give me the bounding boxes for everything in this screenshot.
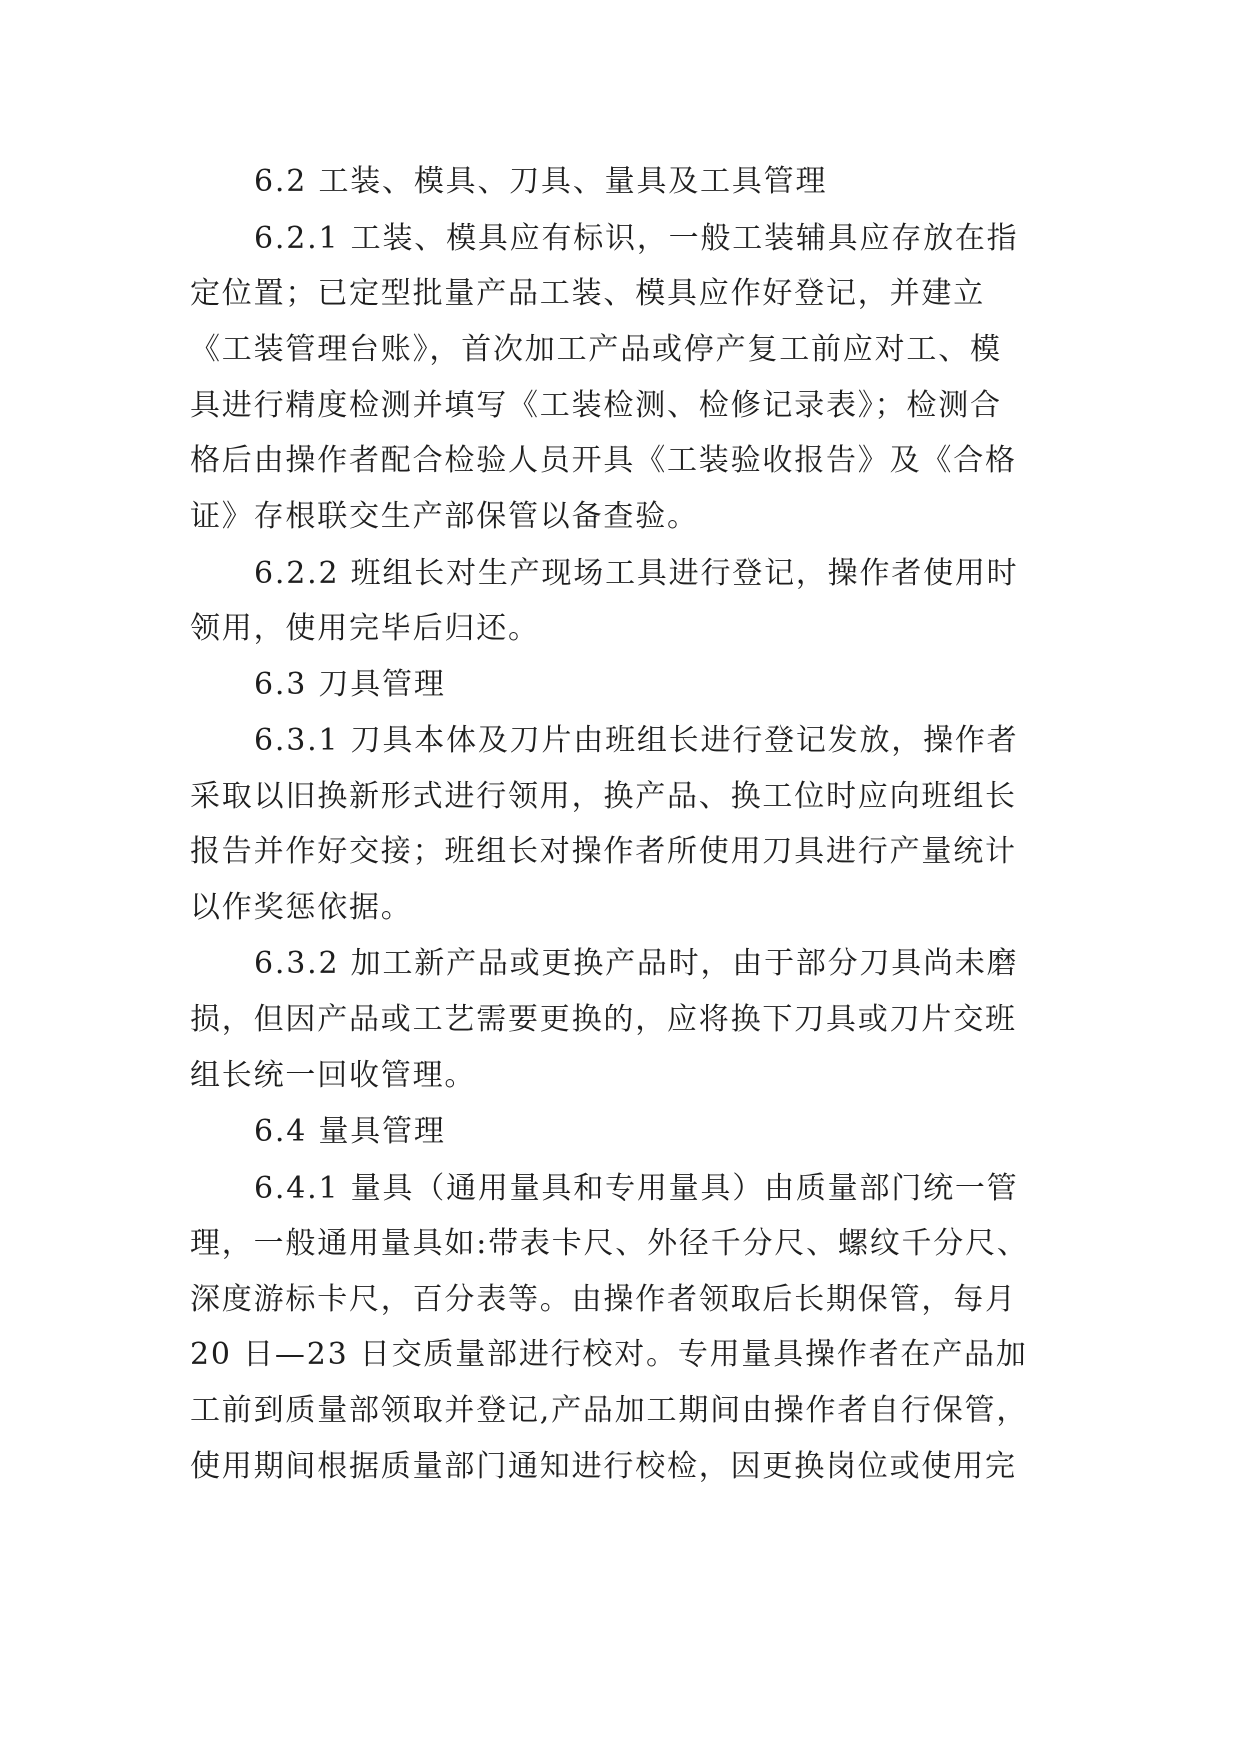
paragraph-6-2-1-line-3: 《工装管理台账》，首次加工产品或停产复工前应对工、模 [190, 332, 1002, 367]
paragraph-6-3-2-line-1: 6.3.2 加工新产品或更换产品时，由于部分刀具尚未磨 [254, 946, 1019, 981]
paragraph-6-2-1-line-1: 6.2.1 工装、模具应有标识，一般工装辅具应存放在指 [254, 221, 1019, 256]
paragraph-6-3-1-line-4: 以作奖惩依据。 [190, 890, 413, 925]
paragraph-6-2-1-line-5: 格后由操作者配合检验人员开具《工装验收报告》及《合格 [190, 443, 1017, 478]
paragraph-6-3-2-line-3: 组长统一回收管理。 [190, 1058, 477, 1093]
paragraph-6-2-1-line-4: 具进行精度检测并填写《工装检测、检修记录表》；检测合 [190, 388, 1002, 423]
paragraph-6-4-1-line-3: 深度游标卡尺，百分表等。由操作者领取后长期保管，每月 [190, 1282, 1017, 1317]
paragraph-6-2-2-line-1: 6.2.2 班组长对生产现场工具进行登记，操作者使用时 [254, 556, 1019, 591]
paragraph-6-4-1-line-5: 工前到质量部领取并登记,产品加工期间由操作者自行保管， [190, 1393, 1029, 1428]
paragraph-6-4-1-line-2: 理，一般通用量具如:带表卡尺、外径千分尺、螺纹千分尺、 [190, 1226, 1029, 1261]
paragraph-6-4-1-line-4: 20 日—23 日交质量部进行校对。专用量具操作者在产品加 [190, 1337, 1028, 1372]
paragraph-6-3-1-line-3: 报告并作好交接；班组长对操作者所使用刀具进行产量统计 [190, 834, 1017, 869]
paragraph-6-3-2-line-2: 损，但因产品或工艺需要更换的，应将换下刀具或刀片交班 [190, 1002, 1017, 1037]
paragraph-6-4-1-line-6: 使用期间根据质量部门通知进行校检，因更换岗位或使用完 [190, 1449, 1017, 1484]
paragraph-6-2-1-line-6: 证》存根联交生产部保管以备查验。 [190, 499, 699, 534]
paragraph-6-3-1-line-1: 6.3.1 刀具本体及刀片由班组长进行登记发放，操作者 [254, 723, 1019, 758]
section-heading-6-4: 6.4 量具管理 [254, 1114, 446, 1149]
paragraph-6-4-1-line-1: 6.4.1 量具（通用量具和专用量具）由质量部门统一管 [254, 1171, 1019, 1206]
paragraph-6-3-1-line-2: 采取以旧换新形式进行领用，换产品、换工位时应向班组长 [190, 779, 1017, 814]
section-heading-6-2: 6.2 工装、模具、刀具、量具及工具管理 [254, 164, 828, 199]
paragraph-6-2-1-line-2: 定位置；已定型批量产品工装、模具应作好登记，并建立 [190, 276, 985, 311]
paragraph-6-2-2-line-2: 领用，使用完毕后归还。 [190, 611, 540, 646]
section-heading-6-3: 6.3 刀具管理 [254, 667, 446, 702]
